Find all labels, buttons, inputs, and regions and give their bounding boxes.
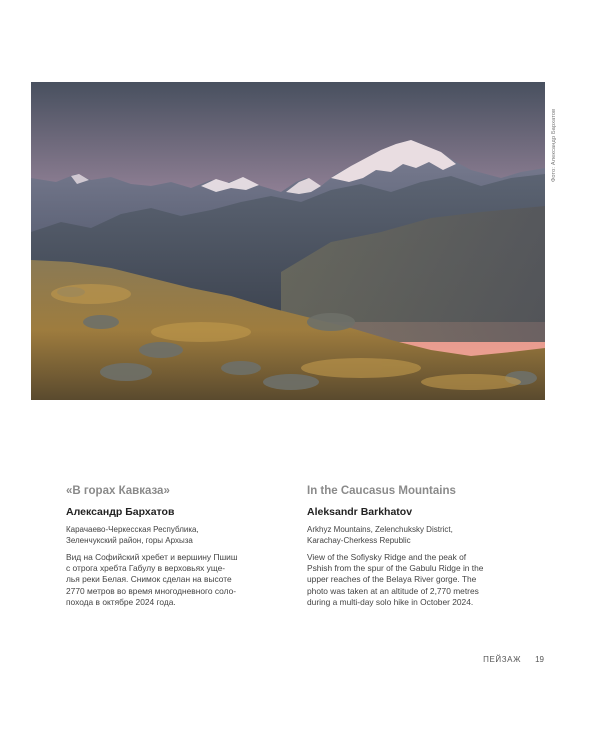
description-line: лья реки Белая. Снимок сделан на высоте <box>66 574 232 585</box>
description-line: с отрога хребта Габулу в верховьях уще- <box>66 563 226 574</box>
page-number: 19 <box>535 655 544 664</box>
page-footer <box>483 655 544 664</box>
description-line: upper reaches of the Belaya River gorge. The <box>307 574 477 585</box>
location-line: Карачаево-Черкесская Республика, <box>66 525 199 534</box>
description-line: photo was taken at an altitude of 2,770 metres <box>307 585 479 596</box>
description-ru <box>66 552 272 608</box>
photo-credit: Фото: Александр Бархатов <box>551 108 557 182</box>
location-en <box>307 525 513 546</box>
caption-english <box>307 484 513 608</box>
mountain-landscape-illustration <box>31 82 545 400</box>
author-name-ru: Александр Бархатов <box>66 506 175 518</box>
description-line: 2770 метров во время многодневного соло- <box>66 585 237 596</box>
caption-title-en: In the Caucasus Mountains <box>307 485 456 497</box>
location-line: Arkhyz Mountains, Zelenchuksky District, <box>307 525 453 534</box>
description-en <box>307 552 513 608</box>
location-line: Зеленчукский район, горы Архыза <box>66 535 193 545</box>
location-line: Karachay-Cherkess Republic <box>307 535 411 545</box>
author-name-en: Aleksandr Barkhatov <box>307 506 413 518</box>
caption-russian <box>66 484 272 608</box>
description-line: похода в октябре 2024 года. <box>66 596 176 607</box>
landscape-photo <box>31 82 545 400</box>
description-line: Pshish from the spur of the Gabulu Ridge in the <box>307 563 484 574</box>
description-line: View of the Sofiysky Ridge and the peak of <box>307 552 467 562</box>
section-name: ПЕЙЗАЖ <box>483 655 522 664</box>
caption-title-ru: «В горах Кавказа» <box>66 485 170 497</box>
description-line: Вид на Софийский хребет и вершину Пшиш <box>66 552 238 562</box>
description-line: during a multi-day solo hike in October 2024. <box>307 596 474 607</box>
location-ru <box>66 525 272 546</box>
